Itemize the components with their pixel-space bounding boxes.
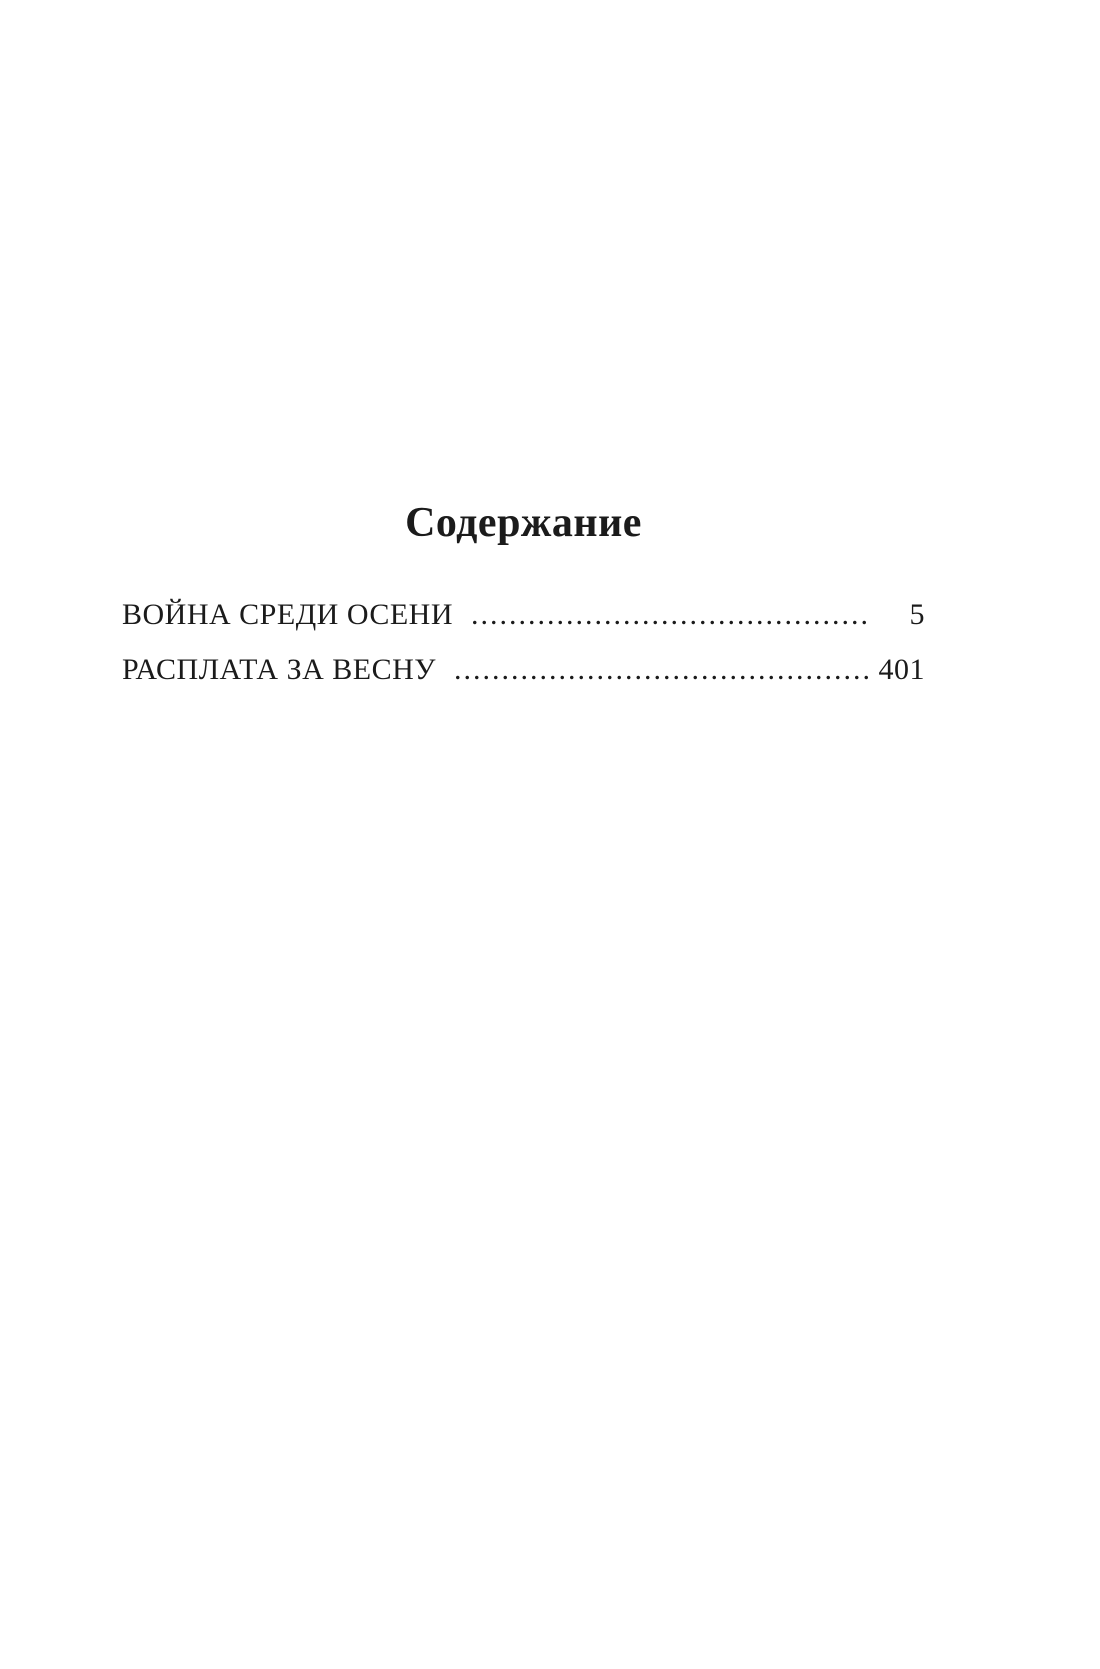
contents-heading: Содержание	[405, 500, 642, 546]
toc-entry-row	[122, 587, 925, 642]
toc-list	[122, 587, 925, 697]
toc-entry-title: ВОЙНА СРЕДИ ОСЕНИ	[122, 598, 454, 631]
toc-leader-dots	[454, 642, 870, 697]
toc-entry-title: РАСПЛАТА ЗА ВЕСНУ	[122, 653, 437, 686]
toc-entry-page-number: 5	[909, 598, 925, 631]
toc-entry-page-number: 401	[878, 653, 925, 686]
toc-entry-row	[122, 642, 925, 697]
toc-leader-dots	[471, 587, 870, 642]
